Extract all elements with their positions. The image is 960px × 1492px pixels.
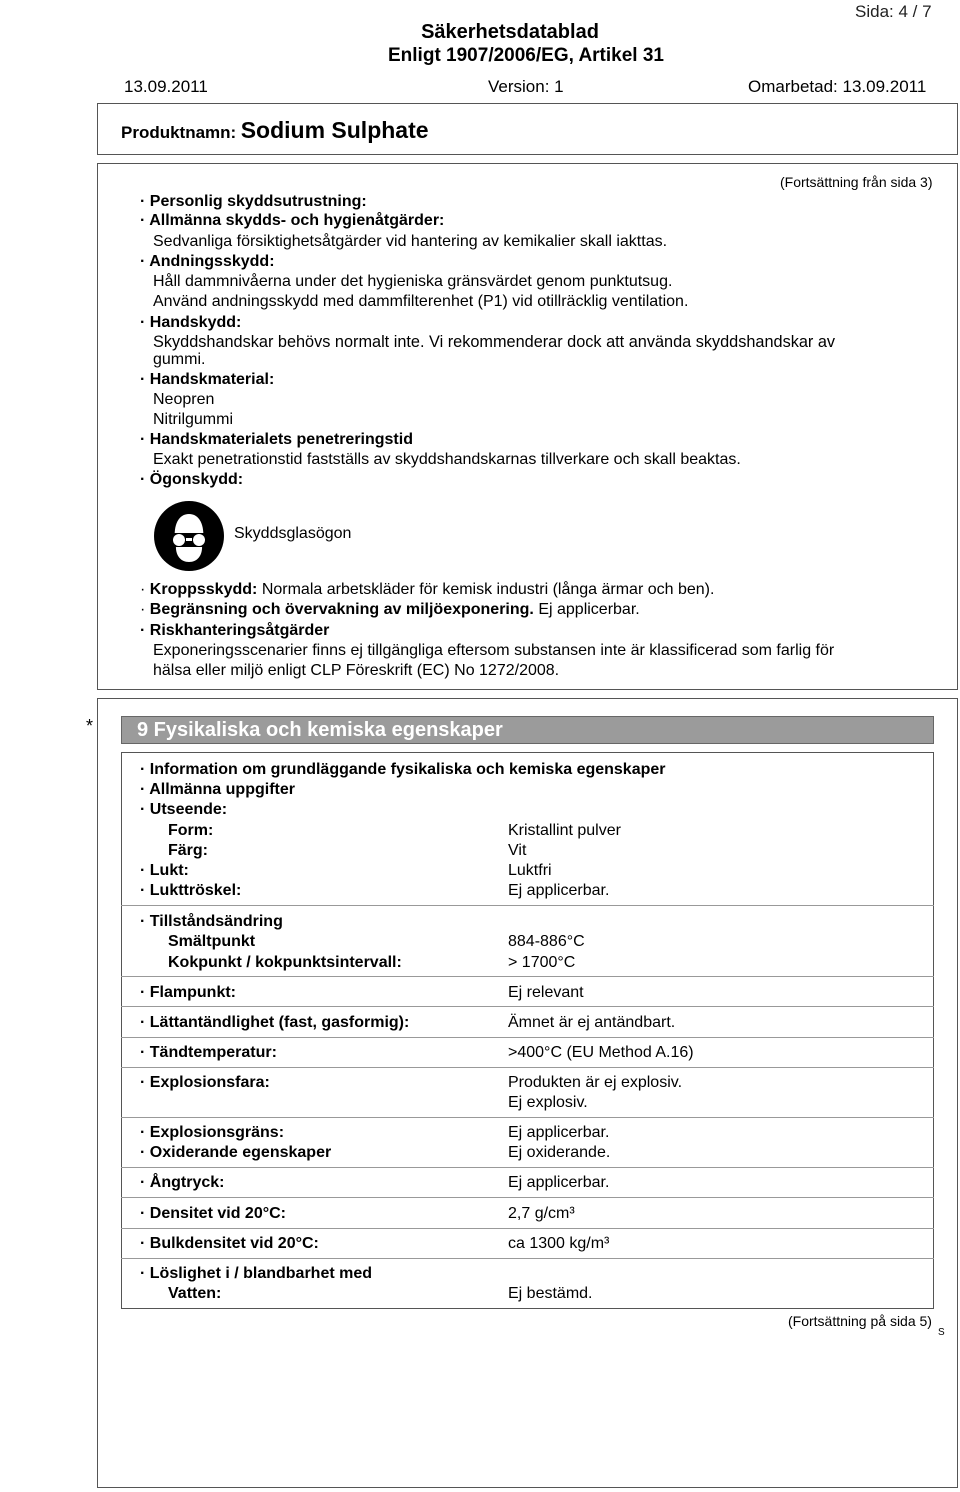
explosion-label: · Explosionsfara:	[140, 1074, 270, 1091]
boiling-value: > 1700°C	[508, 954, 576, 971]
explosion-value-2: Ej explosiv.	[508, 1094, 588, 1111]
odor-label: · Lukt:	[140, 862, 189, 879]
explosion-limits-value: Ej applicerbar.	[508, 1124, 610, 1141]
footer-letter: S	[938, 1327, 945, 1338]
odor-threshold-label: · Lukttröskel:	[140, 882, 242, 899]
explosion-value-1: Produkten är ej explosiv.	[508, 1074, 683, 1091]
product-label: Produktnamn:	[121, 123, 237, 142]
form-value: Kristallint pulver	[508, 822, 621, 839]
general-title: · Allmänna skydds- och hygienåtgärder:	[140, 212, 445, 229]
separator	[121, 1067, 934, 1068]
hand-title: · Handskydd:	[140, 314, 242, 331]
melting-value: 884-886°C	[508, 933, 585, 950]
separator	[121, 1258, 934, 1259]
flash-label: · Flampunkt:	[140, 984, 236, 1001]
density-value: 2,7 g/cm³	[508, 1205, 575, 1222]
bulk-density-value: ca 1300 kg/m³	[508, 1235, 610, 1252]
oxidizing-label: · Oxiderande egenskaper	[140, 1144, 332, 1161]
bulk-density-label: · Bulkdensitet vid 20°C:	[140, 1235, 319, 1252]
separator	[121, 1197, 934, 1198]
risk-text-2: hälsa eller miljö enligt CLP Föreskrift (EC) No 1272/2008.	[153, 662, 560, 679]
general-text: Sedvanliga försiktighetsåtgärder vid hantering av kemikalier skall iakttas.	[153, 233, 668, 250]
risk-text-1: Exponeringsscenarier finns ej tillgängliga eftersom substansen inte är klassificerad som farlig för	[153, 642, 835, 659]
page-indicator: Sida: 4 / 7	[855, 2, 932, 21]
solubility-value: Ej bestämd.	[508, 1285, 593, 1302]
info-title: · Information om grundläggande fysikaliska och kemiska egenskaper	[140, 761, 666, 778]
odor-value: Luktfri	[508, 862, 552, 879]
hand-text-1: Skyddshandskar behövs normalt inte. Vi rekommenderar dock att använda skyddshandskar av	[153, 333, 836, 351]
continued-from: (Fortsättning från sida 3)	[780, 174, 933, 190]
body-protection: · Kroppsskydd: Normala arbetskläder för kemisk industri (långa ärmar och ben).	[140, 581, 715, 598]
header-date: 13.09.2011	[124, 77, 208, 96]
separator	[121, 905, 934, 906]
solubility-label-1: · Löslighet i / blandbarhet med	[140, 1265, 373, 1282]
separator	[121, 976, 934, 977]
glove-material-1: Neopren	[153, 391, 215, 408]
separator	[121, 1037, 934, 1038]
color-label: Färg:	[168, 842, 208, 859]
general-info-title: · Allmänna uppgifter	[140, 781, 295, 798]
exposure-control: · Begränsning och övervakning av miljöexponering. Ej applicerbar.	[140, 601, 640, 618]
flammability-label: · Lättantändlighet (fast, gasformig):	[140, 1014, 410, 1031]
header-version: Version: 1	[488, 77, 564, 96]
header-revised: Omarbetad: 13.09.2011	[748, 77, 927, 96]
eye-title: · Ögonskydd:	[140, 471, 244, 488]
odor-threshold-value: Ej applicerbar.	[508, 882, 610, 899]
penetration-text: Exakt penetrationstid fastställs av skyddshandskarnas tillverkare och skall beaktas.	[153, 451, 741, 468]
separator	[121, 1167, 934, 1168]
melting-label: Smältpunkt	[168, 933, 256, 950]
respiratory-text-1: Håll dammnivåerna under det hygieniska gränsvärdet genom punktutsug.	[153, 273, 673, 290]
ignition-value: >400°C (EU Method A.16)	[508, 1044, 694, 1061]
ppe-title: · Personlig skyddsutrustning:	[140, 193, 367, 210]
goggles-icon	[153, 500, 225, 572]
eye-caption: Skyddsglasögon	[234, 525, 352, 542]
ignition-label: · Tändtemperatur:	[140, 1044, 277, 1061]
appearance-title: · Utseende:	[140, 801, 228, 818]
continued-on: (Fortsättning på sida 5)	[788, 1313, 932, 1329]
respiratory-text-2: Använd andningsskydd med dammfilterenhet (P1) vid otillräcklig ventilation.	[153, 293, 689, 310]
state-change-title: · Tillståndsändring	[140, 913, 283, 930]
separator	[121, 1228, 934, 1229]
change-marker: *	[86, 716, 94, 736]
glove-material-2: Nitrilgummi	[153, 411, 233, 428]
explosion-limits-label: · Explosionsgräns:	[140, 1124, 285, 1141]
flash-value: Ej relevant	[508, 984, 584, 1001]
color-value: Vit	[508, 842, 527, 859]
separator	[121, 1006, 934, 1007]
density-label: · Densitet vid 20°C:	[140, 1205, 286, 1222]
product-name: Sodium Sulphate	[240, 117, 429, 143]
vapour-label: · Ångtryck:	[140, 1174, 225, 1191]
header-frame	[97, 103, 958, 155]
form-label: Form:	[168, 822, 214, 839]
respiratory-title: · Andningsskydd:	[140, 253, 275, 270]
flammability-value: Ämnet är ej antändbart.	[508, 1014, 676, 1031]
hand-text-2: gummi.	[153, 351, 206, 368]
boiling-label: Kokpunkt / kokpunktsintervall:	[168, 954, 402, 971]
penetration-title: · Handskmaterialets penetreringstid	[140, 431, 413, 448]
separator	[121, 1117, 934, 1118]
doc-title: Säkerhetsdatablad	[421, 21, 599, 43]
vapour-value: Ej applicerbar.	[508, 1174, 610, 1191]
section9-title: 9 Fysikaliska och kemiska egenskaper	[137, 719, 503, 741]
doc-subtitle: Enligt 1907/2006/EG, Artikel 31	[388, 45, 664, 66]
oxidizing-value: Ej oxiderande.	[508, 1144, 611, 1161]
solubility-label-2: Vatten:	[168, 1285, 222, 1302]
risk-title: · Riskhanteringsåtgärder	[140, 622, 330, 639]
glove-material-title: · Handskmaterial:	[140, 371, 275, 388]
